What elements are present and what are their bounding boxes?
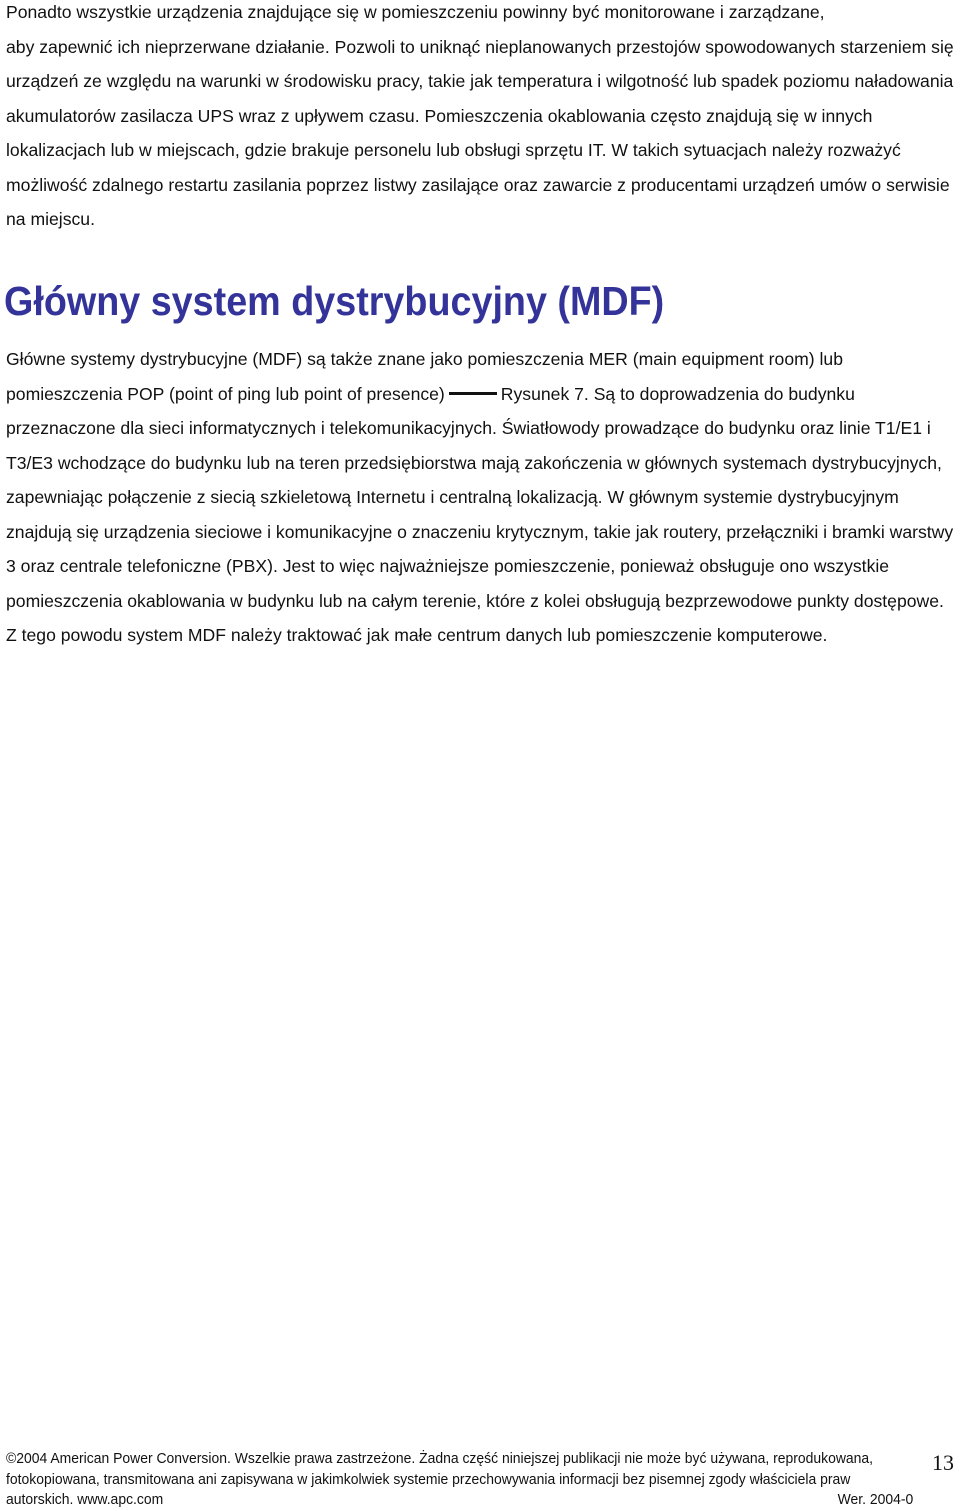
paragraph-1-first-line: Ponadto wszystkie urządzenia znajdujące się w pomieszczeniu powinny być monitorowane i zarządzane,: [6, 2, 825, 22]
page-footer: [6, 1449, 914, 1511]
body-paragraph-1: [6, 0, 958, 237]
footer-version: Wer. 2004-0: [837, 1492, 914, 1508]
paragraph-2-part-1: Główne systemy dystrybucyjne (MDF) są także znane jako pomieszczenia MER (main equipment room) lub pomieszczenia POP (point of ping lub point of presence): [6, 349, 843, 404]
paragraph-2-part-2: Rysunek 7. Są to doprowadzenia do budynku przeznaczone dla sieci informatycznych i telekomunikacyjnych. Światłowody prowadzące do budynku oraz linie T1/E1 i T3/E3 wchodzące do budynku lub na teren przedsiębiorstwa mają zakończenia w głównych systemach dystrybucyjnych, zapewniając połączenie z siecią szkieletową Internetu i centralną lokalizacją. W głównym systemie dystrybucyjnym znajdują się urządzenia sieciowe i komunikacyjne o znaczeniu krytycznym, takie jak routery, przełączniki i bramki warstwy 3 oraz centrale telefoniczne (PBX). Jest to więc najważniejsze pomieszczenie, ponieważ obsługuje ono wszystkie pomieszczenia okablowania w budynku lub na całym terenie, które z kolei obsługują bezprzewodowe punkty dostępowe. Z tego powodu system MDF należy traktować jak małe centrum danych lub pomieszczenie komputerowe.: [6, 383, 954, 645]
footer-copyright-line-3: [6, 1490, 913, 1511]
section-heading: Główny system dystrybucyjny (MDF): [4, 278, 665, 324]
footer-copyright-line-1: ©2004 American Power Conversion. Wszelkie prawa zastrzeżone. Żadna część niniejszej publikacji nie może być używana, reprodukowana,: [6, 1451, 874, 1467]
paragraph-1-rest: aby zapewnić ich nieprzerwane działanie. Pozwoli to uniknąć nieplanowanych przestojów spowodowanych starzeniem się urządzeń ze względu na warunki w środowisku pracy, takie jak temperatura i wilgotność lub spadek poziomu naładowania akumulatorów zasilacza UPS wraz z upływem czasu. Pomieszczenia okablowania często znajdują się w innych lokalizacjach lub w miejscach, gdzie brakuje personelu lub obsługi sprzętu IT. W takich sytuacjach należy rozważyć możliwość zdalnego restartu zasilania poprzez listwy zasilające oraz zawarcie z producentami urządzeń umów o serwisie na miejscu.: [6, 36, 954, 229]
body-paragraph-2: [6, 342, 958, 653]
page-number: 13: [932, 1450, 954, 1475]
footer-copyright-line-2: fotokopiowana, transmitowana ani zapisywana w jakimkolwiek systemie przechowywania informacji bez pisemnej zgody właściciela praw: [6, 1471, 851, 1488]
footer-website: autorskich. www.apc.com: [6, 1492, 164, 1508]
em-dash-rule: [449, 392, 497, 395]
